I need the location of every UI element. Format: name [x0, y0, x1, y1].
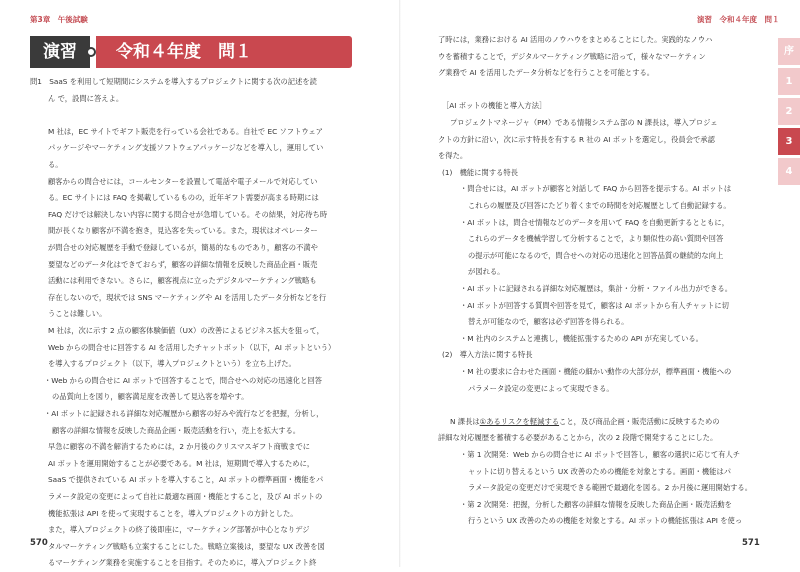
left-text-line: るマーケティング業務を実施することを目指す。そのために，導入プロジェクト終: [48, 558, 317, 568]
left-text-line: る。EC サイトには FAQ を掲載しているものの，近年ギフト需要が高まる時期には: [48, 193, 319, 203]
left-text-line: ラメータ設定の変更によって自社に最適な画面・機能とすること，及び AI ボットの: [48, 492, 323, 501]
page-number-right: 571: [742, 538, 760, 548]
left-text-line: FAQ だけでは解決しない内容に関する問合せが急増している。その結果，対応待ち時: [48, 209, 328, 219]
right-text-line: これらのデータを機械学習して分析することで，より類似性の高い質問や回答: [468, 234, 724, 244]
chapter-tab-3[interactable]: 3: [778, 128, 800, 155]
right-text-line: (2) 導入方法に関する特長: [442, 350, 533, 360]
left-text-line: 早急に顧客の不満を解消するためには，2 か月後のクリスマスギフト商戦までに: [48, 442, 311, 452]
right-text-line: ウを蓄積することで，デジタルマーケティング戦略に沿って，様々なマーケティン: [438, 51, 706, 61]
right-text-line: クトの方針に沿い，次に示す特長を有する R 社の AI ボットを選定し，役員会で承認: [438, 134, 715, 144]
left-text-line: 間が長くなり顧客が不満を抱き，見込客を失っている。また，現状はオペレーター: [48, 226, 318, 236]
running-header-left: 第3章 午後試験: [30, 15, 88, 24]
left-text-line: Web からの問合せに回答する AI を活用したチャットボット（以下，AI ボットという）: [48, 342, 336, 352]
chapter-tabs: [778, 38, 800, 188]
right-text-line: ・第 2 次開発：把握，分析した顧客の詳細な情報を反映した商品企画・販売活動を: [460, 499, 732, 509]
left-text-line: 問1 SaaS を利用して短期間にシステムを導入するプロジェクトに関する次の記述を読: [30, 77, 317, 86]
left-text-line: が問合せの対応履歴を手動で登録しているが，簡易的なものであり，顧客の不満や: [48, 243, 318, 252]
right-text-line: ・M 社の要求に合わせた画面・機能の細かい動作の大部分が，標準画面・機能への: [460, 367, 732, 376]
right-text-line: プロジェクトマネージャ（PM）である情報システム部の N 課長は，導入プロジェ: [450, 118, 718, 127]
left-text-line: AI ボットを運用開始することが必要である。M 社は，短期間で導入するために，: [48, 458, 315, 468]
left-text-line: 活動には利用できない。さらに，顧客視点に立ったデジタルマーケティング戦略も: [48, 276, 317, 286]
left-text-line: 要望などのデータ化はできておらず，顧客の詳細な情報を反映した商品企画・販売: [48, 259, 318, 269]
right-text-line: パラメータ設定の変更によって実現できる。: [468, 383, 614, 393]
left-text-line: 顧客の詳細な情報を反映した商品企画・販売活動を行い，売上を拡大する。: [52, 425, 301, 435]
right-text-line: 了時には，業務における AI 活用のノウハウをまとめることにした。実践的なノウハ: [438, 35, 713, 44]
chapter-tab-1[interactable]: 1: [778, 68, 800, 95]
right-text-line: (1) 機能に関する特長: [442, 167, 519, 177]
right-text-line: を得た。: [438, 151, 468, 161]
exercise-title-bar: [30, 36, 352, 68]
running-header-right: 演習 令和４年度 問１: [697, 15, 780, 24]
title-tag: 演習: [30, 36, 90, 68]
left-text-line: 機能拡張は API を使って実現することを，導入プロジェクトの方針とした。: [48, 508, 298, 518]
right-text-line: 替えが可能なので，顧客は必ず回答を得られる。: [468, 317, 629, 327]
left-text-line: パッケージやマーケティング支援ソフトウェアパッケージなどを導入し，運用してい: [48, 143, 324, 153]
right-text-line: ・AI ボットに記録される詳細な対応履歴は，集計・分析・ファイル出力ができる。: [460, 284, 733, 293]
right-text-line: ・AI ボットが回答する質問や回答を見て，顧客は AI ボットから有人チャットに切: [460, 300, 729, 310]
chapter-tab-0[interactable]: 序: [778, 38, 800, 65]
left-text-line: る。: [48, 160, 63, 169]
right-text-line: ・第 1 次開発：Web からの問合せに AI ボットで回答し，顧客の選択に応じて有人チ: [460, 450, 741, 459]
right-text-line: ャットに切り替えるという UX 改善のための機能を対象とする。画面・機能はパ: [468, 466, 732, 476]
right-text-line: 詳細な対応履歴を蓄積する必要があることから，次の 2 段階で開発することにした。: [438, 433, 718, 443]
left-text-line: を導入するプロジェクト（以下，導入プロジェクトという）を立ち上げた。: [48, 359, 296, 369]
right-text-line: グ業務で AI を活用したデータ分析などを行うことを可能とする。: [438, 68, 655, 78]
right-text-line: N 課長は①あるリスクを軽減すること，及び商品企画・販売活動に反映するための: [450, 416, 720, 426]
chapter-tab-2[interactable]: 2: [778, 98, 800, 125]
left-text-line: M 社は，EC サイトでギフト販売を行っている会社である。自社で EC ソフトウェア: [48, 126, 323, 136]
left-text-line: ・Web からの問合せに AI ボットで回答することで，問合せへの対応の迅速化と回答: [44, 375, 322, 385]
right-text-line: ・M 社内のシステムと連携し，機能拡張するための API が充実している。: [460, 333, 703, 343]
title-dot-icon: [86, 47, 96, 57]
page-number-left: 570: [30, 538, 48, 548]
left-text-line: SaaS で提供されている AI ボットを導入すること，AI ボットの標準画面・機能をパ: [48, 475, 324, 485]
chapter-tab-4[interactable]: 4: [778, 158, 800, 185]
right-text-line: ［AI ボットの機能と導入方法］: [442, 101, 547, 111]
left-text-line: ん で，設問に答えよ。: [48, 93, 124, 103]
left-text-line: の品質向上を図り，顧客満足度を改善して見込客を増やす。: [52, 392, 249, 402]
right-text-line: ・AI ボットは，問合せ情報などのデータを用いて FAQ を自動更新するとともに，: [460, 217, 730, 227]
right-text-line: ・問合せには，AI ボットが顧客と対話して FAQ から回答を提示する。AI ボットは: [460, 184, 732, 194]
left-text-line: 顧客からの問合せには，コールセンターを設置して電話や電子メールで対応してい: [48, 176, 318, 186]
right-text-line: これらの履歴及び回答にたどり着くまでの時間を対応履歴として自動記録する。: [468, 201, 731, 210]
right-text-line: 行うという UX 改善のための機能を対象とする。AI ボットの機能拡張は API を使っ: [468, 516, 743, 526]
left-text-line: 存在しないので，現状では SNS マーケティングや AI を活用したデータ分析などを行: [48, 292, 327, 302]
left-text-line: ・AI ボットに記録される詳細な対応履歴から顧客の好みや流行などを把握，分析し，: [44, 409, 324, 418]
left-text-line: タルマーケティング戦略も立案することにした。戦略立案後は，要望な UX 改善を図: [48, 541, 325, 551]
page-title: 令和４年度 問１: [96, 36, 352, 68]
underlined-risk-phrase: ①あるリスクを軽減する: [479, 416, 560, 426]
left-text-line: また，導入プロジェクトの終了後即座に，マーケティング部署が中心となりデジ: [48, 525, 310, 535]
left-text-line: うことは難しい。: [48, 309, 107, 319]
left-text-line: M 社は，次に示す 2 点の顧客体験価値（UX）の改善によるビジネス拡大を狙って，: [48, 326, 324, 335]
right-text-line: が図れる。: [468, 267, 505, 277]
right-text-line: ラメータ設定の変更だけで実現できる範囲で最適化を図る。2 か月後に運用開始する。: [468, 483, 753, 493]
right-text-line: の提示が可能になるので，問合せへの対応の迅速化と回答品質の継続的な向上: [468, 250, 724, 260]
underlined-phrase-tail: こと，及び商品企画・販売活動に反映するための: [559, 416, 720, 426]
